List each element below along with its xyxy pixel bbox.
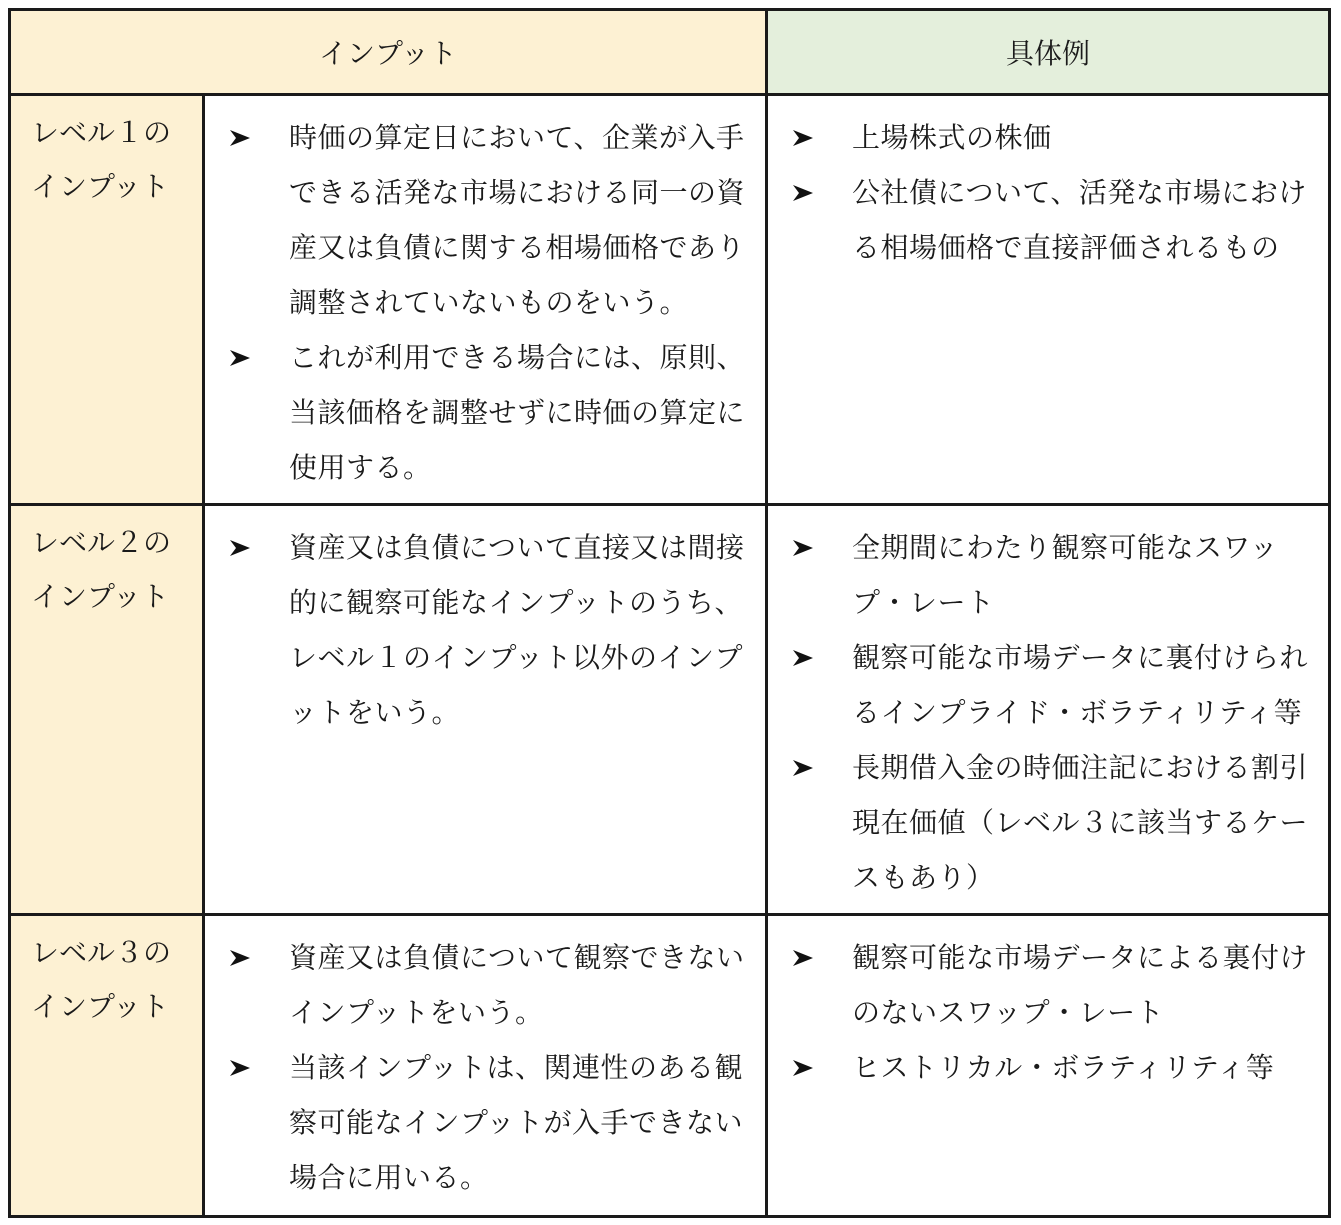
input-description: [204, 95, 767, 505]
arrow-bullet-icon: [792, 165, 816, 220]
example-description: [767, 505, 1330, 915]
bullet-item: [786, 110, 1310, 165]
bullet-text: 資産又は負債について直接又は間接的に観察可能なインプットのうち、レベル１のインプット以外のインプットをいう。: [289, 531, 745, 729]
bullet-item: [786, 630, 1310, 740]
bullet-text: これが利用できる場合には、原則、当該価格を調整せずに時価の算定に使用する。: [289, 341, 746, 484]
arrow-bullet-icon: [229, 330, 253, 385]
example-bullet-list: [786, 930, 1310, 1095]
arrow-bullet-icon: [229, 520, 253, 575]
bullet-item: [786, 165, 1310, 275]
level-label: レベル２の インプット: [10, 505, 204, 915]
header-row: [10, 10, 1330, 95]
example-bullet-list: [786, 520, 1310, 905]
level-label: レベル１の インプット: [10, 95, 204, 505]
bullet-text: 長期借入金の時価注記における割引現在価値（レベル３に該当するケースもあり）: [852, 751, 1309, 894]
input-bullet-list: [223, 520, 747, 740]
example-description: [767, 915, 1330, 1217]
bullet-text: ヒストリカル・ボラティリティ等: [852, 1051, 1275, 1084]
arrow-bullet-icon: [229, 930, 253, 985]
bullet-text: 公社債について、活発な市場における相場価格で直接評価されるもの: [852, 176, 1307, 264]
bullet-text: 観察可能な市場データによる裏付けのないスワップ・レート: [852, 941, 1309, 1029]
fair-value-hierarchy-table: [8, 8, 1331, 1218]
bullet-text: 資産又は負債について観察できないインプットをいう。: [289, 941, 745, 1029]
example-description: [767, 95, 1330, 505]
input-description: [204, 915, 767, 1217]
arrow-bullet-icon: [229, 1040, 253, 1095]
bullet-item: [223, 330, 747, 495]
arrow-bullet-icon: [229, 110, 253, 165]
bullet-item: [786, 740, 1310, 905]
bullet-item: [786, 930, 1310, 1040]
bullet-item: [223, 520, 747, 740]
bullet-text: 当該インプットは、関連性のある観察可能なインプットが入手できない場合に用いる。: [289, 1051, 744, 1194]
bullet-item: [786, 520, 1310, 630]
example-bullet-list: [786, 110, 1310, 275]
bullet-text: 観察可能な市場データに裏付けられるインプライド・ボラティリティ等: [852, 641, 1309, 729]
table-row: [10, 95, 1330, 505]
level-label: レベル３の インプット: [10, 915, 204, 1217]
bullet-text: 時価の算定日において、企業が入手できる活発な市場における同一の資産又は負債に関する相場価格であり調整されていないものをいう。: [289, 121, 746, 319]
table-row: [10, 915, 1330, 1217]
bullet-item: [786, 1040, 1310, 1095]
bullet-item: [223, 930, 747, 1040]
table-row: [10, 505, 1330, 915]
arrow-bullet-icon: [792, 930, 816, 985]
arrow-bullet-icon: [792, 630, 816, 685]
bullet-text: 全期間にわたり観察可能なスワップ・レート: [852, 531, 1279, 619]
input-bullet-list: [223, 110, 747, 495]
bullet-item: [223, 110, 747, 330]
bullet-text: 上場株式の株価: [852, 121, 1052, 154]
arrow-bullet-icon: [792, 520, 816, 575]
arrow-bullet-icon: [792, 1040, 816, 1095]
input-bullet-list: [223, 930, 747, 1205]
arrow-bullet-icon: [792, 740, 816, 795]
header-input: インプット: [10, 10, 767, 95]
input-description: [204, 505, 767, 915]
header-example: 具体例: [767, 10, 1330, 95]
arrow-bullet-icon: [792, 110, 816, 165]
bullet-item: [223, 1040, 747, 1205]
